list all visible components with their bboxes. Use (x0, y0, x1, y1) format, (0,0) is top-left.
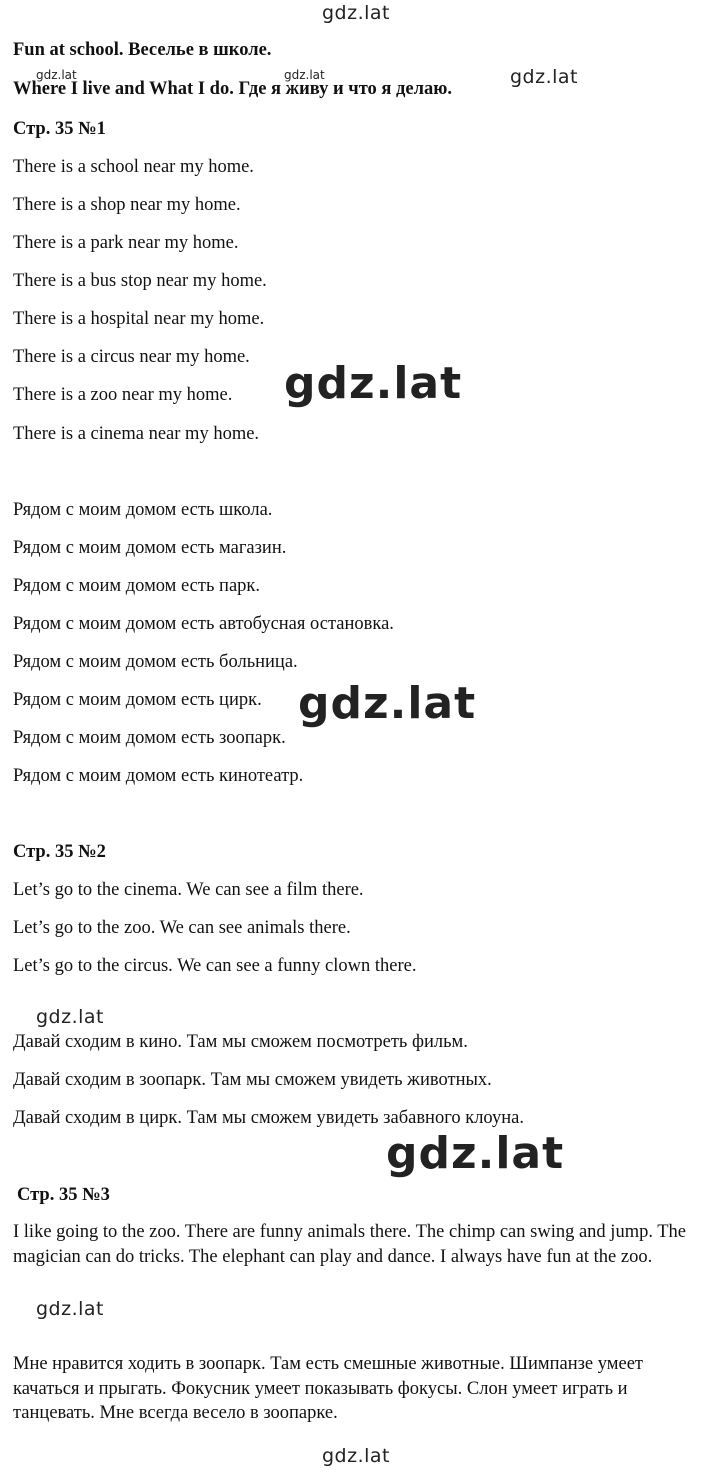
exercise-2-english-line: Let’s go to the circus. We can see a funny clown there. (13, 956, 417, 976)
exercise-1-russian-line: Рядом с моим домом есть парк. (13, 576, 261, 596)
exercise-2-russian-line: Давай сходим в кино. Там мы сможем посмотреть фильм. (13, 1032, 468, 1052)
exercise-2-russian-line: Давай сходим в зоопарк. Там мы сможем увидеть животных. (13, 1070, 492, 1090)
exercise-3-russian-paragraph: Мне нравится ходить в зоопарк. Там есть смешные животные. Шимпанзе умеет качаться и прыгать. Фокусник умеет показывать фокусы. Слон умеет играть и танцевать. Мне всегда весело в зоопарке. (13, 1354, 643, 1423)
watermark: gdz.lat (36, 68, 77, 82)
document-title: Fun at school. Веселье в школе. (13, 40, 272, 60)
watermark: gdz.lat (284, 358, 463, 409)
exercise-1-english-line: There is a circus near my home. (13, 347, 250, 367)
watermark: gdz.lat (36, 1298, 105, 1320)
watermark: gdz.lat (322, 1445, 391, 1467)
exercise-3-heading: Стр. 35 №3 (17, 1185, 110, 1205)
watermark: gdz.lat (510, 66, 579, 88)
watermark: gdz.lat (386, 1128, 565, 1179)
exercise-1-russian-line: Рядом с моим домом есть зоопарк. (13, 728, 286, 748)
exercise-1-english-line: There is a school near my home. (13, 157, 254, 177)
exercise-1-english-line: There is a bus stop near my home. (13, 271, 267, 291)
watermark: gdz.lat (298, 678, 477, 729)
exercise-1-english-line: There is a zoo near my home. (13, 385, 233, 405)
exercise-1-english-line: There is a shop near my home. (13, 195, 241, 215)
watermark: gdz.lat (284, 68, 325, 82)
exercise-1-russian-line: Рядом с моим домом есть больница. (13, 652, 298, 672)
exercise-1-english-line: There is a hospital near my home. (13, 309, 265, 329)
exercise-1-russian-line: Рядом с моим домом есть цирк. (13, 690, 262, 710)
exercise-1-russian-line: Рядом с моим домом есть школа. (13, 500, 273, 520)
exercise-3-english-paragraph: I like going to the zoo. There are funny animals there. The chimp can swing and jump. The magician can do tricks. The elephant can play and dance. I always have fun at the zoo. (13, 1222, 687, 1267)
exercise-1-heading: Стр. 35 №1 (13, 119, 106, 139)
watermark: gdz.lat (36, 1006, 105, 1028)
exercise-1-russian-line: Рядом с моим домом есть автобусная остановка. (13, 614, 394, 634)
watermark: gdz.lat (322, 2, 391, 24)
exercise-2-english-line: Let’s go to the zoo. We can see animals there. (13, 918, 351, 938)
exercise-2-english-line: Let’s go to the cinema. We can see a film there. (13, 880, 364, 900)
exercise-1-english-line: There is a park near my home. (13, 233, 239, 253)
exercise-1-russian-line: Рядом с моим домом есть магазин. (13, 538, 287, 558)
exercise-2-russian-line: Давай сходим в цирк. Там мы сможем увидеть забавного клоуна. (13, 1108, 524, 1128)
exercise-2-heading: Стр. 35 №2 (13, 842, 106, 862)
document-subtitle: Where I live and What I do. Где я живу и что я делаю. (13, 79, 453, 99)
exercise-1-english-line: There is a cinema near my home. (13, 424, 260, 444)
exercise-1-russian-line: Рядом с моим домом есть кинотеатр. (13, 766, 304, 786)
